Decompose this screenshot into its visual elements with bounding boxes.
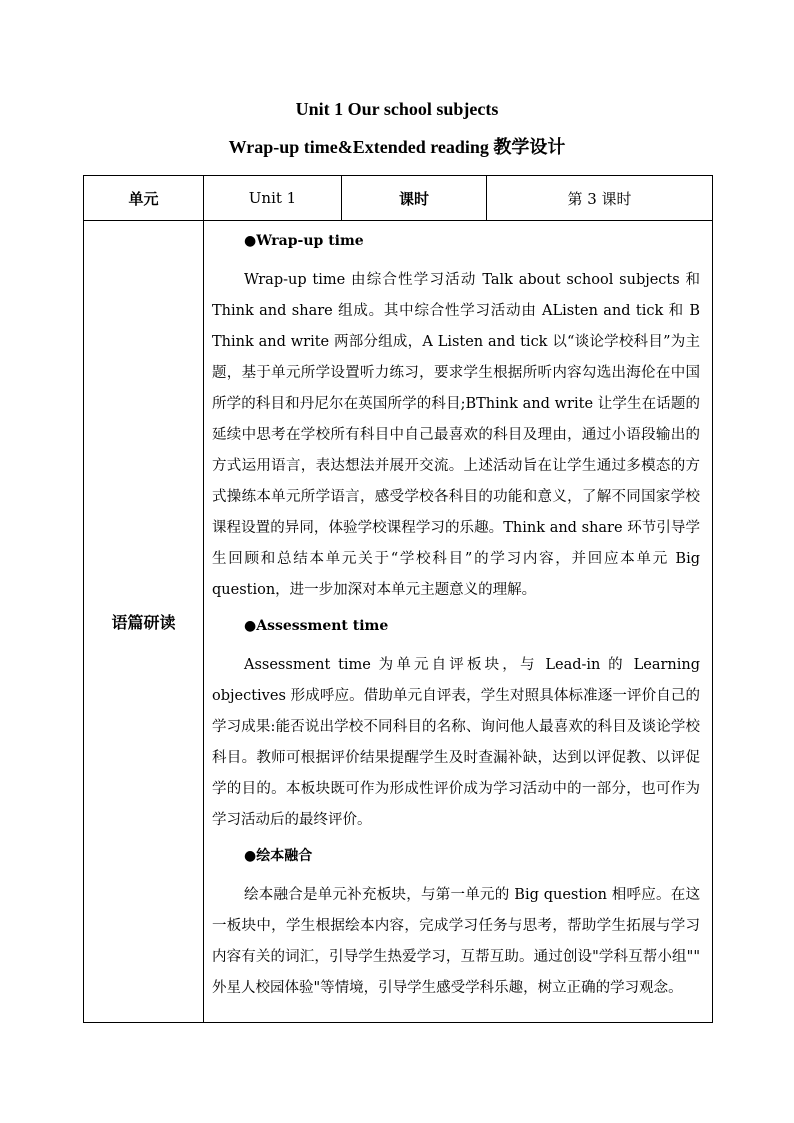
section-heading-picture-book: ●绘本融合	[244, 848, 313, 864]
lesson-value: 第 3 课时	[487, 176, 713, 221]
content-row	[84, 221, 713, 1023]
section-text-picture-book: 绘本融合是单元补充板块，与第一单元的 Big question 相呼应。在这一板块中，学生根据绘本内容，完成学习任务与思考，帮助学生拓展与学习内容有关的词汇，引导学生热爱学习，互帮互助。通过创设"学科互帮小组"" 外星人校园体验"等情境，引导学生感受学科乐趣，树立正确的学习观念。	[212, 887, 700, 996]
section-text-wrapup: Wrap-up time 由综合性学习活动 Talk about school subjects 和 Think and share 组成。其中综合性学习活动由 AListen and tick 和 B Think and write 两部分组成，A Listen and tick 以“谈论学校科目”为主题，基于单元所学设置听力练习，要求学生根据所听内容勾选出海伦在中国所学的科目和丹尼尔在英国所学的科目;BThink and write 让学生在话题的延续中思考在学校所有科目中自己最喜欢的科目及理由，通过小语段输出的方式运用语言，表达想法并展开交流。上述活动旨在让学生通过多模态的方式操练本单元所学语言，感受学校各科目的功能和意义，了解不同国家学校课程设置的异同，体验学校课程学习的乐趣。Think and share 环节引导学生回顾和总结本单元关于“学校科目”的学习内容，并回应本单元 Big question，进一步加深对本单元主题意义的理解。	[212, 272, 700, 598]
page-subtitle: Wrap-up time&Extended reading 教学设计	[228, 137, 566, 157]
text-analysis-label: 语篇研读	[84, 221, 204, 1023]
unit-value: Unit 1	[204, 176, 342, 221]
text-analysis-content	[204, 221, 713, 1023]
section-heading-assessment: ●Assessment time	[244, 618, 389, 634]
lesson-plan-table	[83, 175, 713, 1023]
unit-label: 单元	[84, 176, 204, 221]
header-row	[84, 176, 713, 221]
section-text-assessment: Assessment time 为单元自评板块，与 Lead-in 的 Learning objectives 形成呼应。借助单元自评表，学生对照具体标准逐一评价自己的学习成果:能否说出学校不同科目的名称、询问他人最喜欢的科目及谈论学校科目。教师可根据评价结果提醒学生及时查漏补缺，达到以评促教、以评促学的目的。本板块既可作为形成性评价成为学习活动中的一部分，也可作为学习活动后的最终评价。	[212, 657, 700, 828]
section-heading-wrapup: ●Wrap-up time	[244, 233, 364, 249]
page-title: Unit 1 Our school subjects	[295, 99, 499, 119]
lesson-label: 课时	[342, 176, 487, 221]
